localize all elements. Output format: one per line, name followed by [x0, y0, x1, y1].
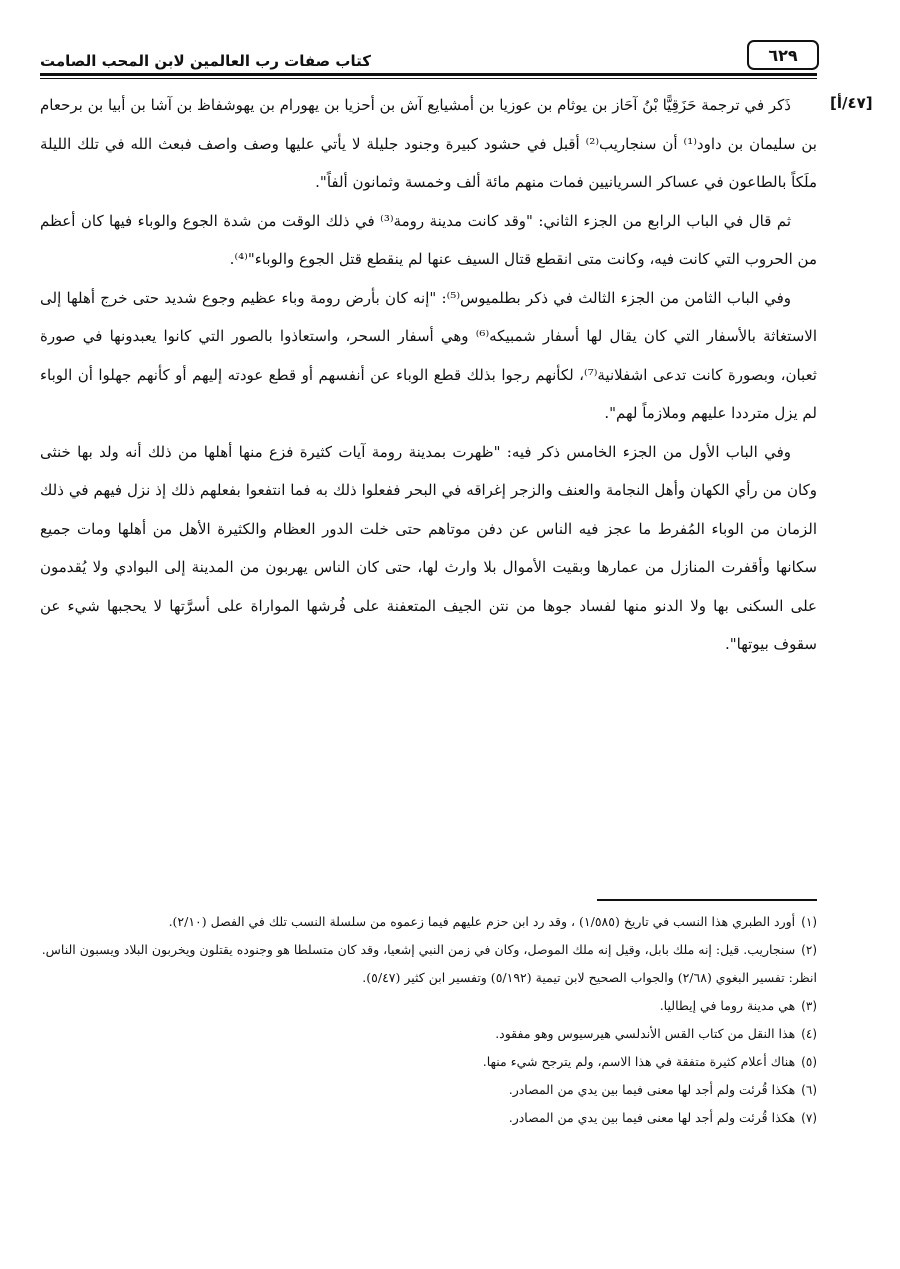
- footnote-text: هكذا قُرئت ولم أجد لها معنى فيما بين يدي من المصادر.: [508, 1082, 796, 1097]
- footnote-item: [40, 936, 817, 992]
- footnote-number: (١): [801, 915, 817, 929]
- header-rule-thin: [40, 78, 817, 79]
- footnote-separator: [597, 899, 817, 901]
- footnote-item: [40, 908, 817, 936]
- footnote-text: هناك أعلام كثيرة متفقة في هذا الاسم، ولم يترجح شيء منها.: [482, 1054, 796, 1069]
- footnote-text: هكذا قُرئت ولم أجد لها معنى فيما بين يدي من المصادر.: [508, 1110, 796, 1125]
- paragraph: وفي الباب الأول من الجزء الخامس ذكر فيه: "ظهرت بمدينة رومة آيات كثيرة فزع منها أهلها من ذلك أنه ولد بها خنثى وكان من رأي الكهان وأهل النجامة والعنف والزجر إغراقه في البحر ففعلوا ذلك به فما انتفعوا بفعلهم ذلك إذ نزل فيهم في ذلك الزمان من الوباء المُفرط ما عجز فيه الناس عن دفن موتاهم حتى خلت الدور العظام والكثيرة الأهل من أهلها ومات جميع سكانها وأقفرت المنازل من عمارها وبقيت الأموال بلا وارث لها، حتى كان الناس يهربون من المدينة إلى البوادي ولا يُقدمون على السكنى بها ولا الدنو منها لفساد جوها من نتن الجيف المتعفنة على فُرشها المواراة على أسرَّتها لا يحجبها شيء عن سقوف بيوتها".: [40, 442, 817, 653]
- header-rule: [40, 73, 817, 76]
- footnote-item: [40, 1048, 817, 1076]
- footnote-number: (٤): [801, 1027, 817, 1041]
- footnote-item: [40, 1076, 817, 1104]
- footnote-text: سنجاريب. قيل: إنه ملك بابل، وقيل إنه ملك الموصل، وكان في زمن النبي إشعيا، وقد كان متسلطا هو وجنوده يقتلون ويخربون البلاد ويسبون الناس. انظر: تفسير البغوي (٢/٦٨) والجواب الصحيح لابن تيمية (٥/١٩٢) وتفسير ابن كثير (٥/٤٧).: [41, 942, 817, 985]
- footnote-item: [40, 1104, 817, 1132]
- manuscript-folio-ref: [٤٧/أ]: [830, 94, 873, 112]
- footnote-number: (٧): [801, 1111, 817, 1125]
- footnote-number: (٢): [801, 943, 817, 957]
- footnote-text: هذا النقل من كتاب القس الأندلسي هيرسيوس وهو مفقود.: [495, 1026, 796, 1041]
- paragraph: وفي الباب الثامن من الجزء الثالث في ذكر بطلميوس⁽⁵⁾: "إنه كان بأرض رومة وباء عظيم وجوع شديد حتى خرج أهلها إلى الاستغاثة بالأسفار التي كان يقال لها أسفار شمبيكه⁽⁶⁾ وهي أسفار السحر، واستعاذوا بالصور التي كانوا يعبدونها في صورة ثعبان، وبصورة كانت تدعى اشفلانية⁽⁷⁾، لكأنهم رجوا بذلك قطع الوباء عن أنفسهم أو قطع عودته إليهم أو كأنهم جهلوا أن الوباء لم يزل مترددا عليهم وملازماً لهم".: [40, 288, 817, 422]
- running-header-title: كتاب صفات رب العالمين لابن المحب الصامت: [40, 52, 371, 70]
- footnote-text: هي مدينة روما في إيطاليا.: [659, 998, 796, 1013]
- footnote-item: [40, 1020, 817, 1048]
- footnote-number: (٣): [801, 999, 817, 1013]
- paragraph: ثم قال في الباب الرابع من الجزء الثاني: "وقد كانت مدينة رومة⁽³⁾ في ذلك الوقت من شدة الجوع والوباء فيها كان أعظم من الحروب التي كانت فيه، وكانت متى انقطع قتال السيف عنها لم ينقطع قتل الجوع والوباء"⁽⁴⁾.: [40, 211, 817, 268]
- footnote-text: أورد الطبري هذا النسب في تاريخ (١/٥٨٥) ، وقد رد ابن حزم عليهم فيما زعموه من سلسلة النسب تلك في الفصل (٢/١٠).: [168, 914, 796, 929]
- main-text: [40, 86, 817, 664]
- page-number: ٦٢٩: [747, 40, 819, 70]
- footnote-item: [40, 992, 817, 1020]
- paragraph: ذَكر في ترجمة حَزَقِيًّا بْنُ آحَاز بن يوثام بن عوزيا بن أمشيايع آش بن أحزيا بن يهورام بن يهوشفاظ بن آشا بن أبيا بن برحعام بن سليمان بن داود⁽¹⁾ أن سنجاريب⁽²⁾ أقبل في حشود كبيرة وجنود جليلة لا يأتي عليها وصف واصف فبعث الله في تلك الليلة ملَكاً بالطاعون في عساكر السريانيين فمات منهم مائة ألف وخمسة وثمانون ألفاً".: [40, 96, 817, 191]
- footnote-number: (٥): [801, 1055, 817, 1069]
- footnotes: [40, 908, 817, 1132]
- footnote-number: (٦): [801, 1083, 817, 1097]
